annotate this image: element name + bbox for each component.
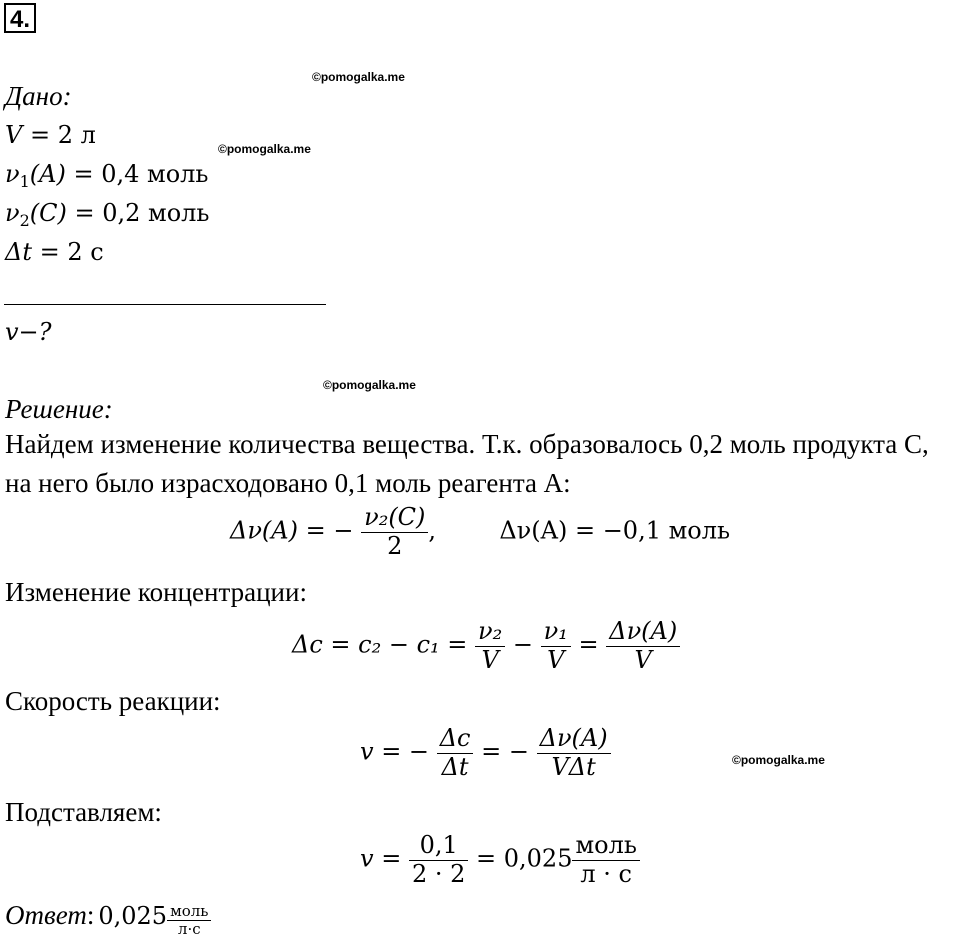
- solution-intro-line1: Найдем изменение количества вещества. Т.к. образовалось 0,2 моль продукта С,: [5, 429, 929, 459]
- answer-unit: $\frac{\text{моль}}{л\cdot с}$: [167, 903, 211, 939]
- divider-line: [4, 304, 326, 305]
- unit-fraction: $\frac{\text{моль}}{л \cdot с}$: [572, 832, 639, 888]
- fraction: $\frac{\Delta c}{\Delta t}$: [437, 725, 474, 781]
- answer-value: 0,025: [98, 902, 168, 930]
- equation-concentration: Δc = c₂ − c₁ = $\frac{\text{ν₂}}{V}$ − $\frac{\text{ν₁}}{V}$ = $\frac{\Delta\nu(A)}{V}$: [292, 618, 680, 674]
- watermark: ©pomogalka.me: [218, 142, 311, 156]
- given-nu2: $\nu_2(C) = 0,2$ моль: [5, 199, 210, 230]
- given-heading: Дано:: [5, 81, 72, 111]
- given-nu1: $\nu_1(A) = 0,4$ моль: [5, 160, 209, 191]
- fraction: $\frac{\Delta\nu(A)}{V}$: [606, 618, 680, 674]
- solution-heading: Решение:: [5, 394, 113, 424]
- fraction: $\frac{0,1}{2 \cdot 2}$: [409, 832, 468, 888]
- given-volume: V = 2 л: [5, 121, 96, 149]
- answer-label: Ответ: [5, 900, 87, 930]
- problem-number: 4.: [4, 3, 36, 33]
- watermark: ©pomogalka.me: [732, 753, 825, 767]
- substitute-label: Подставляем:: [5, 797, 162, 827]
- find-label: v−?: [5, 318, 52, 346]
- answer-line: Ответ: 0,025 $\frac{\text{моль}}{л\cdot с}$: [5, 900, 211, 938]
- fraction: $\frac{\text{ν₁}}{V}$: [541, 618, 571, 674]
- watermark: ©pomogalka.me: [323, 378, 416, 392]
- equation-rate: v = − $\frac{\Delta c}{\Delta t}$ = − $\frac{\Delta\nu(A)}{\text{VΔt}}$: [360, 725, 611, 781]
- watermark: ©pomogalka.me: [312, 70, 405, 84]
- solution-intro-line2: на него было израсходовано 0,1 моль реагента А:: [5, 468, 571, 498]
- fraction: $\frac{\Delta\nu(A)}{\text{VΔt}}$: [537, 725, 611, 781]
- rate-label: Скорость реакции:: [5, 686, 221, 716]
- equation-result: v = $\frac{0,1}{2 \cdot 2}$ = 0,025 $\frac{\text{моль}}{л \cdot с}$: [360, 832, 640, 888]
- given-time: Δt = 2 с: [5, 238, 104, 266]
- fraction: $\frac{\text{ν₂(C)}}{2}$: [361, 504, 428, 560]
- equation-delta-nu: Δν(A) = − $\frac{\text{ν₂(C)}}{2}$ , Δν(A) = −0,1 моль: [230, 503, 731, 560]
- fraction: $\frac{\text{ν₂}}{V}$: [475, 618, 505, 674]
- concentration-label: Изменение концентрации:: [5, 577, 307, 607]
